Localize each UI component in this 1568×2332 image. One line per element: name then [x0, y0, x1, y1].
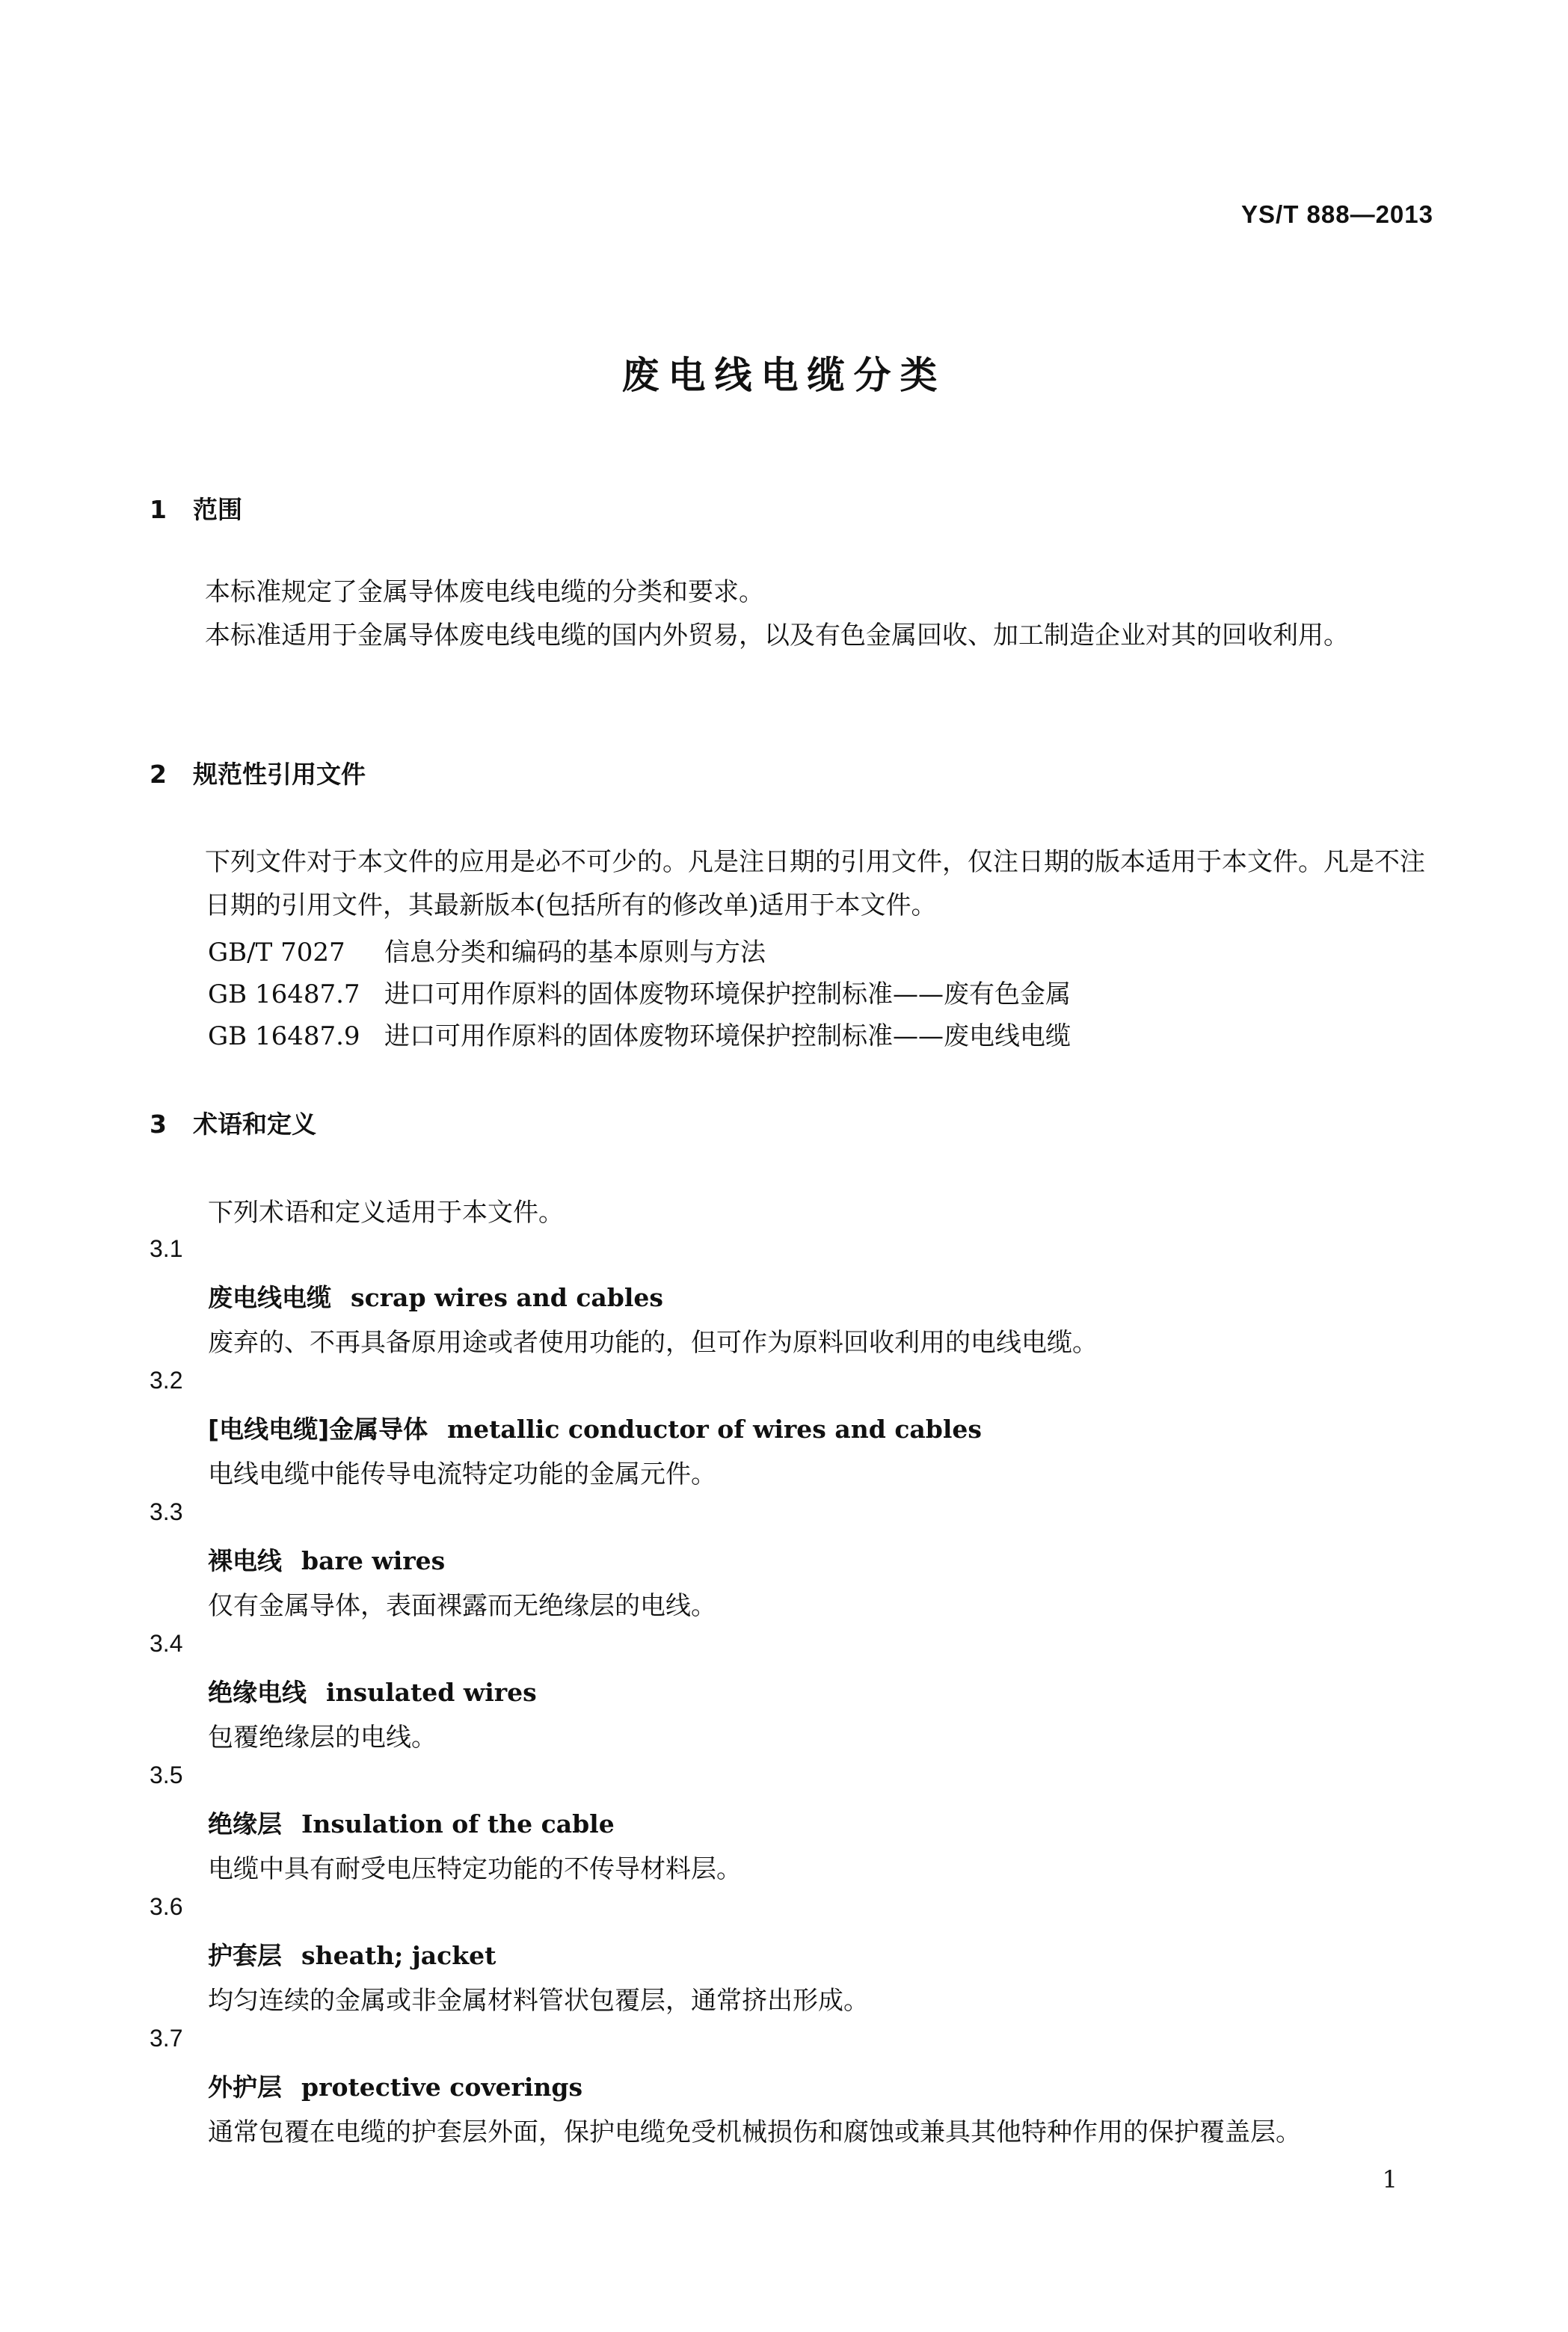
- term-zh: 绝缘电线: [208, 1678, 307, 1707]
- term-definition: 仅有金属导体，表面裸露而无绝缘层的电线。: [208, 1591, 716, 1621]
- term-heading: [208, 2068, 582, 2103]
- term-en: insulated wires: [326, 1678, 537, 1707]
- term-en: scrap wires and cables: [351, 1283, 663, 1312]
- term-number: 3.4: [150, 1630, 183, 1657]
- term-zh: 裸电线: [208, 1546, 282, 1575]
- term-zh: 绝缘层: [208, 1809, 282, 1839]
- reference-title: 信息分类和编码的基本原则与方法: [384, 938, 766, 967]
- section-2-number: 2: [150, 760, 167, 789]
- section-3-title: 术语和定义: [193, 1110, 316, 1139]
- term-definition: 电缆中具有耐受电压特定功能的不传导材料层。: [208, 1854, 742, 1884]
- section-2-heading: [150, 755, 366, 790]
- section-2-title: 规范性引用文件: [193, 760, 366, 789]
- term-definition: 包覆绝缘层的电线。: [208, 1723, 437, 1753]
- term-zh: 外护层: [208, 2073, 282, 2102]
- section-1-body: [127, 570, 1432, 657]
- term-en: metallic conductor of wires and cables: [447, 1415, 982, 1444]
- reference-code: GB 16487.7: [208, 979, 360, 1009]
- document-title: 废电线电缆分类: [621, 354, 947, 397]
- term-number: 3.5: [150, 1762, 183, 1788]
- term-definition: 通常包覆在电缆的护套层外面，保护电缆免受机械损伤和腐蚀或兼具其他特种作用的保护覆盖层。: [208, 2117, 1301, 2147]
- term-definition: 电线电缆中能传导电流特定功能的金属元件。: [208, 1459, 716, 1489]
- section-1-number: 1: [150, 495, 167, 524]
- page-number: 1: [1382, 2165, 1398, 2194]
- section-1-paragraph: 本标准规定了金属导体废电线电缆的分类和要求。: [205, 577, 764, 607]
- section-3-heading: [150, 1105, 316, 1140]
- term-heading: [208, 1936, 496, 1972]
- term-number: 3.6: [150, 1893, 183, 1920]
- section-1-title: 范围: [193, 495, 242, 524]
- term-zh: 废电线电缆: [208, 1283, 331, 1312]
- term-zh: [电线电缆]金属导体: [208, 1415, 428, 1444]
- term-number: 3.3: [150, 1498, 183, 1525]
- reference-title: 进口可用作原料的固体废物环境保护控制标准——废电线电缆: [384, 1021, 1071, 1051]
- term-heading: [208, 1410, 982, 1445]
- term-heading: [208, 1542, 445, 1577]
- term-heading: [208, 1805, 615, 1840]
- term-en: protective coverings: [301, 2073, 583, 2102]
- section-1-paragraph: 本标准适用于金属导体废电线电缆的国内外贸易，以及有色金属回收、加工制造企业对其的回收利用。: [205, 621, 1349, 650]
- term-en: Insulation of the cable: [301, 1809, 615, 1839]
- section-2-intro-text: 下列文件对于本文件的应用是必不可少的。凡是注日期的引用文件，仅注日期的版本适用于本文件。凡是不注日期的引用文件，其最新版本(包括所有的修改单)适用于本文件。: [205, 847, 1425, 920]
- reference-code: GB 16487.9: [208, 1021, 360, 1051]
- term-en: bare wires: [301, 1546, 446, 1575]
- term-definition: 均匀连续的金属或非金属材料管状包覆层，通常挤出形成。: [208, 1986, 869, 2016]
- standard-code: YS/T 888—2013: [1241, 200, 1433, 228]
- term-zh: 护套层: [208, 1941, 282, 1970]
- section-2-intro: [127, 840, 1432, 927]
- reference-code: GB/T 7027: [208, 938, 345, 967]
- section-1-heading: [150, 490, 242, 526]
- reference-item: [208, 932, 766, 968]
- reference-item: [208, 1015, 1071, 1052]
- term-definition: 废弃的、不再具备原用途或者使用功能的，但可作为原料回收利用的电线电缆。: [208, 1328, 1098, 1358]
- section-3-number: 3: [150, 1110, 167, 1139]
- term-heading: [208, 1279, 663, 1314]
- term-number: 3.2: [150, 1367, 183, 1394]
- term-number: 3.7: [150, 2025, 183, 2052]
- term-number: 3.1: [150, 1235, 183, 1262]
- reference-title: 进口可用作原料的固体废物环境保护控制标准——废有色金属: [384, 979, 1071, 1009]
- section-3-intro: 下列术语和定义适用于本文件。: [208, 1198, 564, 1228]
- reference-item: [208, 973, 1071, 1010]
- term-heading: [208, 1673, 537, 1708]
- term-en: sheath; jacket: [301, 1941, 496, 1970]
